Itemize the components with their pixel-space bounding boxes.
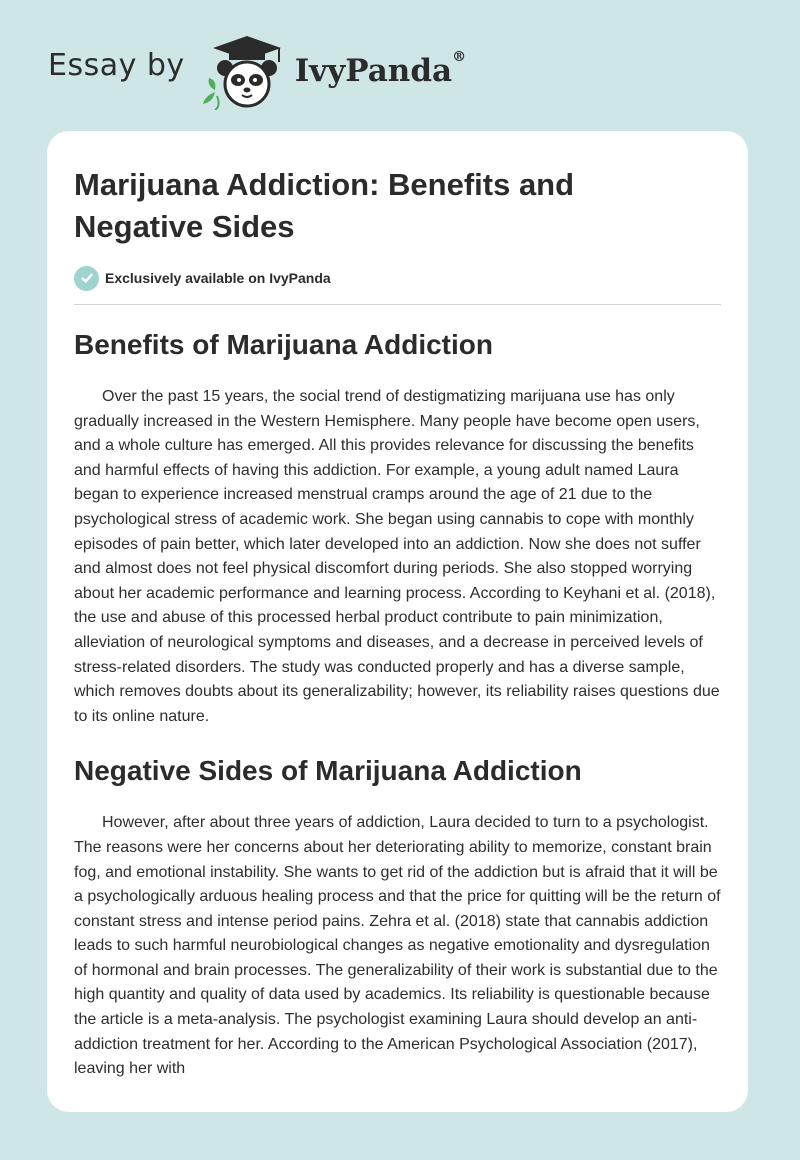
exclusive-badge	[74, 264, 721, 292]
essay-card	[47, 131, 748, 1112]
registered-mark: ®	[452, 49, 467, 65]
section-paragraph-benefits: Over the past 15 years, the social trend of destigmatizing marijuana use has only gradually increased in the Western Hemisphere. Many people have become open users, and a whole culture has emerged. All this provides relevance for discussing the benefits and harmful effects of having this addiction. For example, a young adult named Laura began to experience increased menstrual cramps around the age of 21 due to the psychological stress of academic work. She began using cannabis to cope with monthly episodes of pain better, which later developed into an addiction. Now she does not suffer and almost does not feel physical discomfort during periods. She also stopped worrying about her academic performance and learning process. According to Keyhani et al. (2018), the use and abuse of this processed herbal product contribute to pain minimization, alleviation of neurological symptoms and diseases, and a decrease in perceived levels of stress-related disorders. The study was conducted properly and has a diverse sample, which removes doubts about its generalizability; however, its reliability raises questions due to its online nature.	[74, 388, 720, 725]
essay-by-label: Essay by	[48, 47, 185, 83]
site-header	[48, 30, 508, 110]
check-icon	[74, 266, 99, 291]
essay-title: Marijuana Addiction: Benefits and Negative Sides	[74, 167, 575, 244]
panda-logo-icon[interactable]	[199, 30, 291, 110]
badge-label: Exclusively available on IvyPanda	[105, 270, 331, 286]
section-heading-benefits: Benefits of Marijuana Addiction	[74, 329, 493, 360]
section-paragraph-negative: However, after about three years of addiction, Laura decided to turn to a psychologist. The reasons were her concerns about her deteriorating ability to memorize, constant brain fog, and emotional instability. She wants to get rid of the addiction but is afraid that it will be a psychologically arduous healing process and that the price for quitting will be the return of constant stress and intense period pains. Zehra et al. (2018) state that cannabis addiction leads to such harmful neurobiological changes as negative emotionality and dysregulation of hormonal and brain processes. The generalizability of their work is substantial due to the high quantity and quality of data used by academics. Its reliability is questionable because the article is a meta-analysis. The psychologist examining Laura should develop an anti-addiction treatment for her. According to the American Psychological Association (2017), leaving her with	[74, 814, 721, 1078]
brand-name[interactable]: IvyPanda®	[294, 49, 467, 89]
divider	[74, 304, 721, 305]
section-heading-negative: Negative Sides of Marijuana Addiction	[74, 755, 582, 787]
